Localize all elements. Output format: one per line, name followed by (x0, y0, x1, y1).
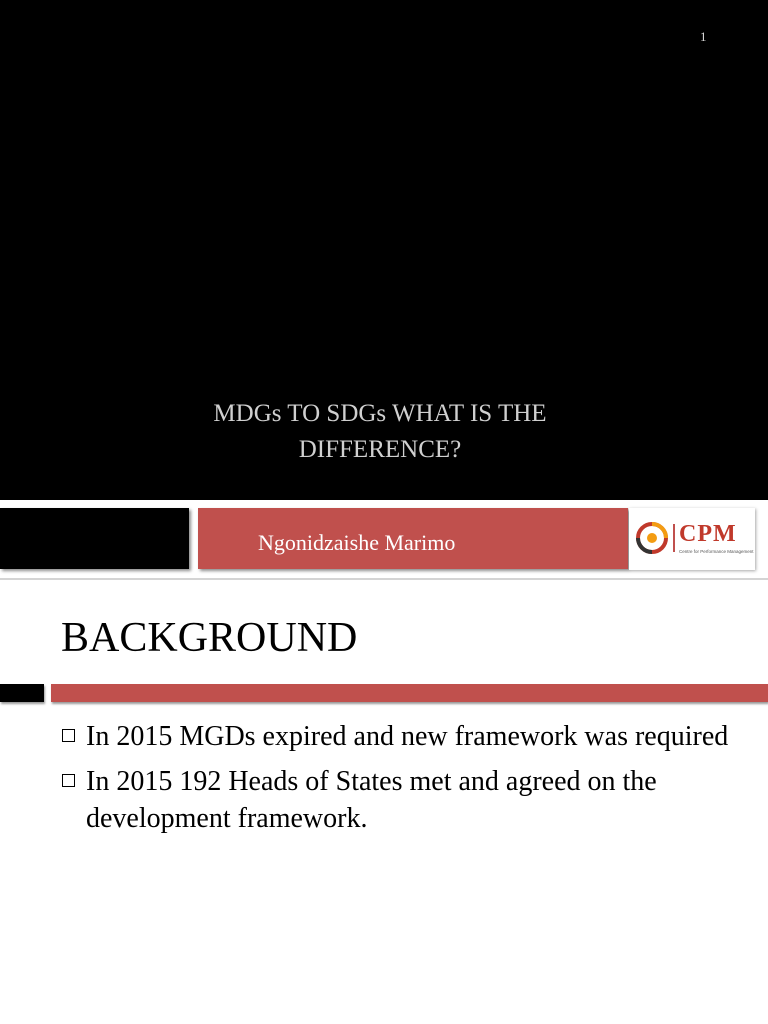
slide-2 (0, 580, 768, 1024)
cpm-logo (629, 508, 755, 570)
heading-red-bar (51, 684, 768, 702)
cpm-swirl-icon (636, 522, 668, 554)
footer-black-block (0, 508, 189, 569)
bullet-item (62, 763, 742, 837)
bullet-list (62, 718, 742, 845)
logo-divider (673, 524, 675, 552)
bullet-text: In 2015 MGDs expired and new framework was required (86, 721, 729, 752)
logo-subtitle: Centre for Performance Management (679, 549, 754, 554)
square-bullet-icon (62, 774, 75, 787)
logo-text: CPM (679, 521, 737, 547)
slide-title: MDGs TO SDGs WHAT IS THE DIFFERENCE? (213, 400, 547, 463)
slide-heading: BACKGROUND (61, 615, 358, 661)
bullet-text: In 2015 192 Heads of States met and agreed on the development framework. (86, 766, 657, 834)
bullet-item (62, 718, 742, 755)
page-number: 1 (700, 29, 707, 44)
heading-black-bar (0, 684, 44, 702)
title-panel (0, 0, 768, 500)
author-name: Ngonidzaishe Marimo (258, 530, 456, 555)
footer-red-block (198, 508, 628, 569)
square-bullet-icon (62, 729, 75, 742)
